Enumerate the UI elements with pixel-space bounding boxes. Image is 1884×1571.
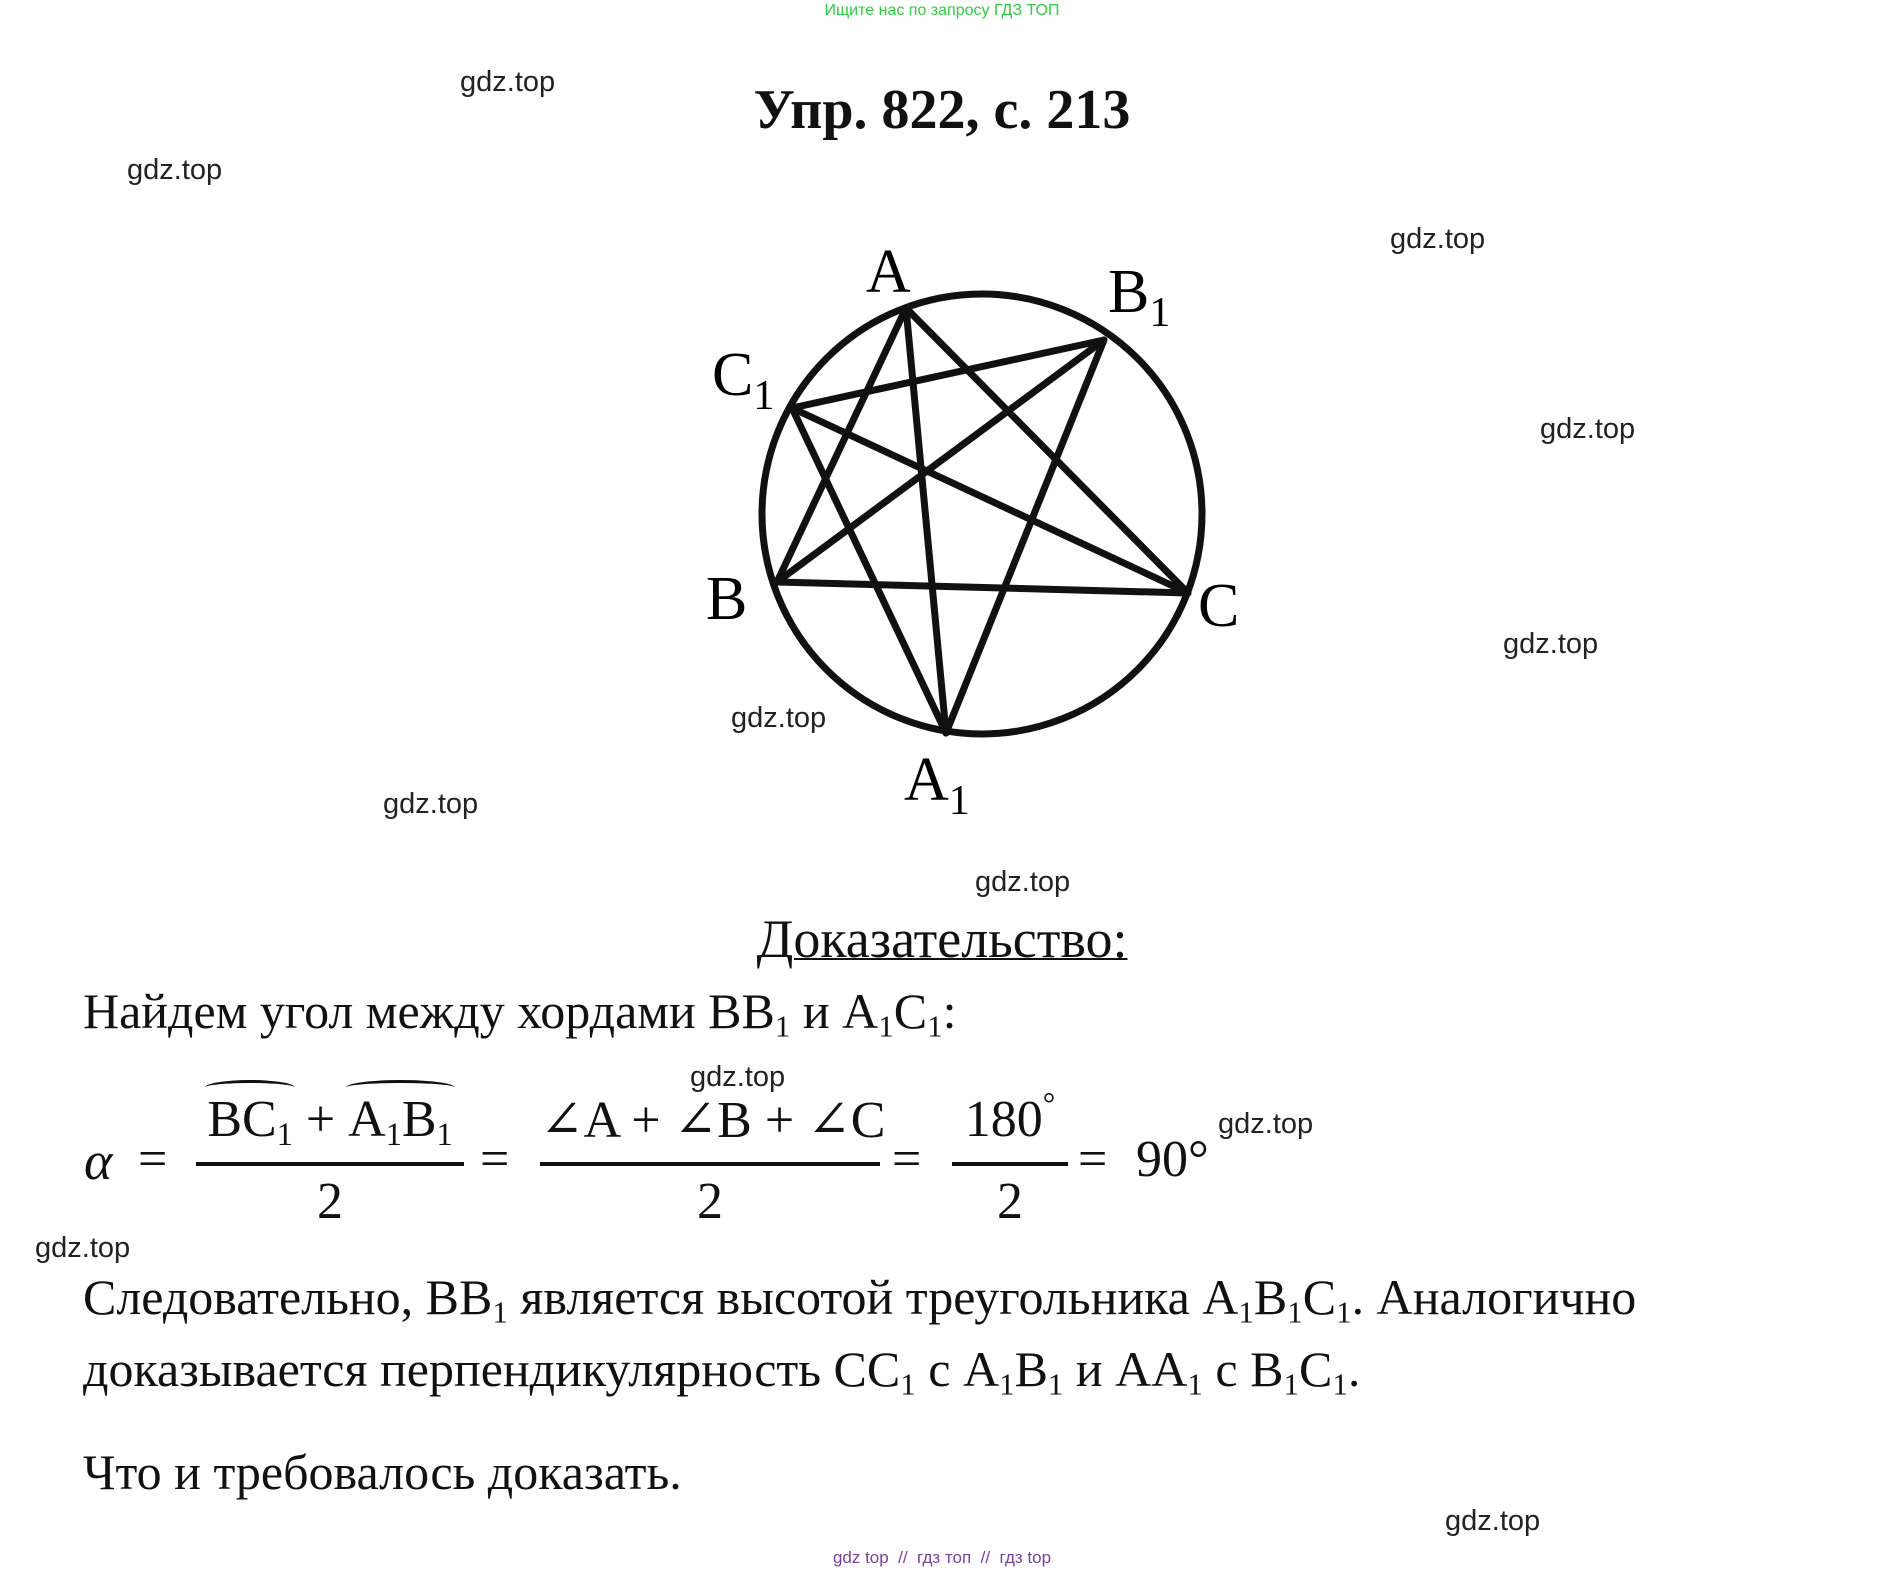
- fraction-angles: [540, 1090, 886, 1240]
- equals-sign: =: [1078, 1131, 1108, 1188]
- watermark: gdz.top: [1503, 628, 1599, 660]
- formula-result: 90°: [1136, 1131, 1209, 1188]
- numerator: ∠A + ∠B + ∠C: [540, 1092, 886, 1149]
- conclusion-line-2: доказывается перпендикулярность $CC_1$ с $A_1B_1$ и $AA_1$ с $B_1C_1$.: [83, 1341, 1361, 1402]
- vertex-label-A1: $A_1$: [904, 746, 970, 824]
- watermark: gdz.top: [975, 866, 1071, 898]
- arc-A1B1: $A_1B_1$: [348, 1091, 453, 1153]
- top-banner[interactable]: Ищите нас по запросу ГДЗ ТОП: [824, 2, 1060, 19]
- watermark: gdz.top: [731, 702, 827, 734]
- fraction-bar: [540, 1162, 880, 1166]
- footer-links[interactable]: gdz top // гдз топ // гдз top: [832, 1548, 1052, 1567]
- vertex-label-C: C: [1198, 572, 1240, 640]
- watermark: gdz.top: [1218, 1108, 1314, 1140]
- watermark: gdz.top: [1390, 223, 1486, 255]
- fraction-180: 180° 2: [952, 1090, 1068, 1240]
- watermark: gdz.top: [690, 1061, 786, 1093]
- vertex-label-C1: $C_1$: [712, 341, 775, 419]
- chord-CC1: [792, 408, 1188, 593]
- vertex-label-B: B: [706, 565, 748, 633]
- qed-statement: Что и требовалось доказать.: [83, 1444, 682, 1500]
- conclusion-line-1: Следовательно, $BB_1$ является высотой треугольника $A_1B_1C_1$. Аналогично: [83, 1269, 1637, 1330]
- vertex-label-A: A: [866, 238, 911, 306]
- equals-sign: =: [892, 1131, 922, 1188]
- watermark: gdz.top: [1540, 413, 1636, 445]
- denominator: 2: [997, 1173, 1023, 1230]
- fraction-bar: [952, 1162, 1068, 1166]
- equals-sign: =: [480, 1131, 510, 1188]
- watermark: gdz.top: [127, 154, 223, 186]
- watermark: gdz.top: [1445, 1505, 1541, 1537]
- watermark: gdz.top: [460, 66, 556, 98]
- fraction-arcs: $BC_1 + A_1B_1$ 2: [196, 1090, 464, 1240]
- proof-heading: Доказательство:: [756, 909, 1128, 969]
- equals-sign: =: [138, 1131, 168, 1188]
- watermark: gdz.top: [383, 788, 479, 820]
- denominator: 2: [317, 1173, 343, 1230]
- denominator: 2: [697, 1173, 723, 1230]
- watermark: gdz.top: [35, 1232, 131, 1264]
- arc-BC1: $BC_1$: [207, 1091, 293, 1153]
- circle: [762, 294, 1202, 734]
- vertex-label-B1: $B_1$: [1108, 258, 1171, 336]
- fraction-bar: [196, 1162, 464, 1166]
- exercise-title: Упр. 822, с. 213: [753, 79, 1131, 141]
- chord-BC: [777, 582, 1188, 593]
- alpha-symbol: α: [84, 1131, 113, 1191]
- chord-angle-statement: Найдем угол между хордами $BB_1$ и $A_1C_1$:: [83, 983, 957, 1044]
